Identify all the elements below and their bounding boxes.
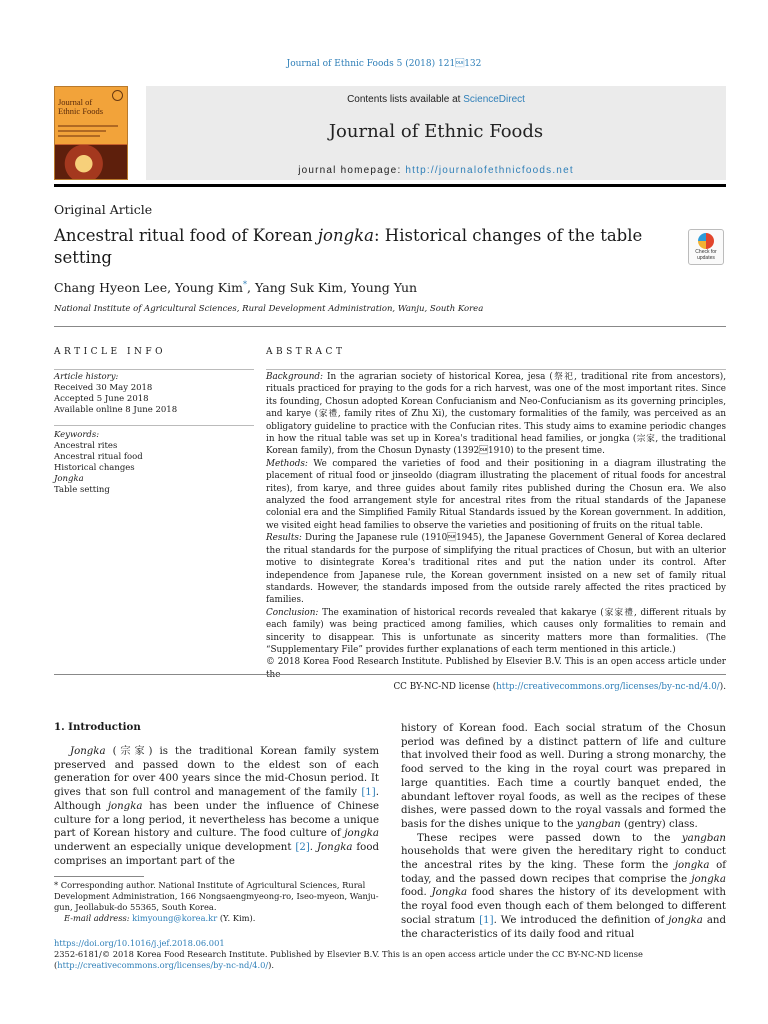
info-divider bbox=[54, 369, 254, 370]
affiliation: National Institute of Agricultural Sciences, Rural Development Administration, Wanju, South Korea bbox=[54, 304, 484, 314]
contents-line: Contents lists available at ScienceDirect bbox=[347, 94, 525, 105]
cover-title: Journal of Ethnic Foods bbox=[58, 97, 104, 116]
article-title: Ancestral ritual food of Korean jongka: Historical changes of the table setting bbox=[54, 226, 643, 267]
article-type: Original Article bbox=[54, 202, 153, 217]
cover-food-image bbox=[55, 145, 127, 179]
author-list: Chang Hyeon Lee, Young Kim*, Yang Suk Kim, Young Yun bbox=[54, 280, 418, 296]
keyword: Ancestral rites bbox=[54, 441, 118, 451]
journal-citation[interactable]: Journal of Ethnic Foods 5 (2018) 121132 bbox=[286, 59, 482, 69]
journal-homepage: journal homepage: http://journalofethnicfoods.net bbox=[298, 165, 574, 176]
introduction-right-column: history of Korean food. Each social stratum of the Chosun period was defined by a distinct pattern of life and culture that involved their food as well. During a strong monarchy, the food served to the king in the royal court was prepared in large quantities. Each time a courtly banquet ended, the abundant leftover royal foods, as well as the recipes of these dishes, were passed down to the royal vassals and formed the basis for the dishes unique to the yangban (gentry) class. These recipes were passed down to the yangban households that were given the hereditary right to conduct the ancestral rites by the king. These form the jongka of today, and the passed down recipes that comprise the jongka food. Jongka food shares the history of its development with the royal food even though each of them belonged to different social stratum [1]. We introduced the definition of jongka and the characteristics of its daily food and ritual bbox=[401, 723, 726, 940]
abstract-text: Background: In the agrarian society of historical Korea, jesa (祭祀, traditional rite from ancestors), rituals practiced for praying to the gods for a rich harvest, was one of the most important rites. Since its founding, Chosun adopted Korean Confucianism and Neo-Confucianism as its governing principles, and karye (家禮, family rites of Zhu Xi), the customary formalities of the family, was perceived as an obligatory guideline to practice with the Confucian rites. This study aims to examine periodic changes in how the ritual table was set up in Korea's traditional head families, or jongka (宗家, the traditional Korean family), from the Chosun Dynasty (13921910) to the present time. Methods: We compared the varieties of food and their positioning in a diagram illustrating the placement of ritual food or jinseoldo (diagram illustrating the placement of ritual foods for ancestral rites), from karye, and three guides about family rites published during the Chosun era. We also analyzed the food arrangement style for ancestral rites from the ritual standards of the Japanese colonial era and the Simplified Family Ritual Standards issued by the Korean government. In addition, we visited eight head families to observe the varieties and positioning of fruits on the ritual table. Results: During the Japanese rule (19101945), the Japanese Government General of Korea declared the ritual standards for the purpose of simplifying the ritual practices of Chosun, but with an ulterior motive to disintegrate Korea's traditional rites and put the nation under its control. After independence from Japanese rule, the Korean government insisted on a new set of family ritual standards. However, the standards imposed from the outside rarely affected the rites practiced by families. Conclusion: The examination of historical records revealed that kakarye (家家禮, different rituals by each family) was being practiced among families, which causes only formalities to remain and sincerity to disappear. This is unfortunate as sincerity matters more than formalities. (The “Supplementary File” provides further explanations of each term mentioned in this article.) © 2018 Korea Food Research Institute. Published by Elsevier B.V. This is an open access article under CC BY-NC-ND license (http://creativecommons.org/licenses/by-nc-nd/4.0/). bbox=[266, 372, 726, 693]
abstract-heading: ABSTRACT bbox=[266, 347, 346, 357]
check-updates-icon bbox=[698, 233, 714, 249]
keyword: Ancestral ritual food bbox=[54, 452, 143, 462]
keywords-list: Keywords: Ancestral rites Ancestral ritual food Historical changes Jongka Table setting bbox=[54, 430, 254, 496]
doi-link[interactable]: https://doi.org/10.1016/j.jef.2018.06.001 bbox=[54, 938, 225, 948]
reference-link[interactable]: [1] bbox=[479, 914, 494, 926]
introduction-left-column: Jongka (宗家) is the traditional Korean family system preserved and passed down to the eldest son of each generation for over 400 years since the mid-Chosun period. It gives that son full control and management of the family [1]. Although jongka has been under the influence of Chinese culture for a long period, it nevertheless has become a unique part of Korean history and culture. The food culture of jongka underwent an especially unique development [2]. Jongka food comprises an important part of the bbox=[54, 746, 379, 867]
abstract-end-divider bbox=[54, 674, 726, 675]
journal-name: Journal of Ethnic Foods bbox=[328, 121, 544, 142]
reference-link[interactable]: [2] bbox=[295, 841, 310, 853]
abstract-divider bbox=[266, 369, 726, 370]
keywords-divider bbox=[54, 425, 254, 426]
publication-info: https://doi.org/10.1016/j.jef.2018.06.001 2352-6181/© 2018 Korea Food Research Institute. Published by Elsevier B.V. This is an open access article under the CC BY-NC-ND license (http://creativecommons.org/licenses/by-nc-nd/4.0/). bbox=[54, 938, 643, 970]
header-divider bbox=[54, 184, 726, 187]
keyword: Table setting bbox=[54, 485, 110, 495]
email-link[interactable]: kimyoung@korea.kr bbox=[132, 913, 218, 923]
license-link[interactable]: http://creativecommons.org/licenses/by-nc-nd/4.0/ bbox=[496, 682, 720, 693]
license-link[interactable]: http://creativecommons.org/licenses/by-nc-nd/4.0/ bbox=[57, 960, 269, 970]
homepage-link[interactable]: http://journalofethnicfoods.net bbox=[405, 165, 574, 176]
article-info-heading: ARTICLE INFO bbox=[54, 347, 167, 357]
keyword: Jongka bbox=[54, 474, 84, 484]
cover-decoration bbox=[58, 125, 118, 140]
corresponding-author-mark[interactable]: * bbox=[243, 280, 248, 289]
corresponding-author-footnote: * Corresponding author. National Institute of Agricultural Sciences, Rural Development Administration, 166 Nongsaengmyeong-ro, Iseo-myeon, Wanju-gun, Jeollabuk-do 55365, South Korea. E-mail address: kimyoung@korea.kr (Y. Kim). bbox=[54, 880, 379, 923]
introduction-heading: 1. Introduction bbox=[54, 721, 141, 733]
reference-link[interactable]: [1] bbox=[361, 787, 376, 799]
article-history: Article history: Received 30 May 2018 Accepted 5 June 2018 Available online 8 June 2018 bbox=[54, 372, 178, 415]
cover-badge-icon bbox=[112, 90, 123, 101]
journal-cover-image[interactable] bbox=[54, 86, 128, 180]
footnote-divider bbox=[54, 876, 144, 877]
affiliation-divider bbox=[54, 326, 726, 327]
check-for-updates-button[interactable]: Check for updates bbox=[688, 229, 724, 265]
sciencedirect-link[interactable]: ScienceDirect bbox=[463, 94, 525, 105]
keyword: Historical changes bbox=[54, 463, 135, 473]
